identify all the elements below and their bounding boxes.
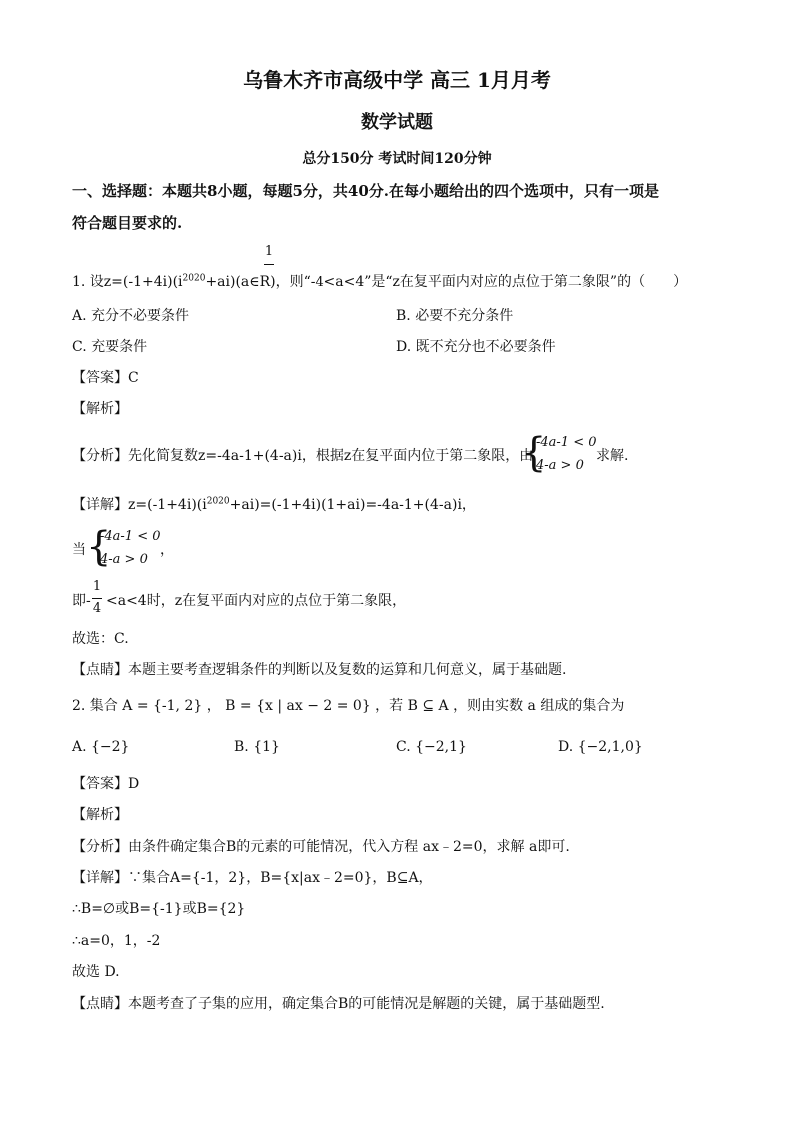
q1-option-a: A. 充分不必要条件 [72,308,190,324]
q2-option-d: D. {−2,1,0} [558,739,643,755]
q1-xiangjie-a: z=(-1+4i)(i [128,497,207,513]
section-heading-line1: 一、选择题：本题共8小题，每题5分，共40分.在每小题给出的四个选项中，只有一项是 [72,182,659,200]
q1-ji-frac-num: 1 [92,579,102,594]
q1-dianjing-text: 本题主要考查逻辑条件的判断以及复数的运算和几何意义，属于基础题. [128,662,567,678]
q2-option-a: A. {−2} [72,739,130,755]
section-heading-line2: 符合题目要求的. [72,214,183,232]
q1-option-c: C. 充要条件 [72,339,148,355]
q2-dianjing-text: 本题考查了子集的应用，确定集合B的可能情况是解题的关键，属于基础题型. [128,996,605,1012]
q2-guxuan: 故选 D. [72,964,120,980]
q2-answer [72,775,139,793]
q2-option-b: B. {1} [234,739,280,755]
q1-ji-frac-bar [92,598,102,599]
q2-xiangjie-text: ∵集合A={-1，2}，B={x|ax﹣2=0}，B⊆A， [128,870,433,886]
q2-line-b: ∴B=∅或B={-1}或B={2} [72,901,246,917]
exam-meta: 总分150分 考试时间120分钟 [302,151,492,167]
q1-dianjing [72,661,566,679]
q2-line-c: ∴a=0，1，-2 [72,933,161,949]
q1-fenxi-b: 求解. [596,448,629,464]
q2-option-c: C. {−2,1} [396,739,467,755]
q2-xiangjie [72,869,433,887]
q1-ji-b: <a<4时，z在复平面内对应的点位于第二象限， [106,593,407,609]
exam-subtitle: 数学试题 [361,112,433,133]
q1-frac-num: 1 [264,244,274,259]
q1-fenxi-brace: { [521,430,547,476]
q2-fenxi-tag: 【分析】 [72,839,128,855]
q2-stem: 2. 集合 A = {-1, 2} ， B = {x | ax − 2 = 0} ，若 B ⊆ A ，则由实数 a 组成的集合为 [72,698,625,714]
q1-stem-sup: 2020 [182,273,206,284]
q1-guxuan: 故选：C. [72,631,129,647]
q2-answer-value: D [128,776,140,792]
q1-dang-end: ， [160,542,174,558]
q1-xiangjie-tag: 【详解】 [72,497,128,513]
q2-answer-tag: 【答案】 [72,776,128,792]
q2-analysis-tag: 【解析】 [72,807,128,823]
q1-xiangjie [72,496,476,514]
q1-dang-sys1: -4a-1 < 0 [100,529,161,544]
q1-dang-brace: { [86,524,112,570]
q2-dianjing-tag: 【点睛】 [72,996,128,1012]
q1-dianjing-tag: 【点睛】 [72,662,128,678]
q1-stem-a: 1. 设z=(-1+4i)(i [72,274,183,290]
q1-frac-bar [264,264,274,265]
q1-xiangjie-sup: 2020 [206,496,230,507]
q1-stem [72,273,687,292]
q2-xiangjie-tag: 【详解】 [72,870,128,886]
q1-dang: 当 [72,542,86,558]
q1-dang-sys2: 4-a > 0 [100,552,148,567]
q1-fenxi-tag: 【分析】 [72,448,128,464]
q1-ji-a: 即- [72,593,91,609]
q1-answer [72,369,139,387]
q1-xiangjie-b: +ai)=(-1+4i)(1+ai)=-4a-1+(4-a)i， [229,497,476,513]
q1-fenxi-a: 先化简复数z=-4a-1+(4-a)i，根据z在复平面内位于第二象限，由 [128,448,534,464]
q1-ji-frac-den: 4 [92,601,102,616]
q1-analysis-tag: 【解析】 [72,401,128,417]
q1-option-b: B. 必要不充分条件 [396,308,514,324]
q1-fenxi-sys1: -4a-1 < 0 [536,435,597,450]
q1-answer-tag: 【答案】 [72,370,128,386]
q1-option-d: D. 既不充分也不必要条件 [396,339,556,355]
q1-answer-value: C [128,370,139,386]
q1-stem-c: <a<4”是“z在复平面内对应的点位于第二象限”的（ ） [323,274,688,290]
q2-fenxi [72,838,570,856]
q1-stem-b: +ai)(a∈R)，则“- [205,274,316,290]
q2-dianjing [72,995,605,1013]
q2-fenxi-text: 由条件确定集合B的元素的可能情况，代入方程 ax﹣2=0，求解 a即可. [128,839,570,855]
q1-fenxi-sys2: 4-a > 0 [536,458,584,473]
exam-title: 乌鲁木齐市高级中学 高三 1月月考 [243,68,551,92]
q1-frac-den: 4 [315,275,324,290]
q1-fenxi [72,447,533,465]
